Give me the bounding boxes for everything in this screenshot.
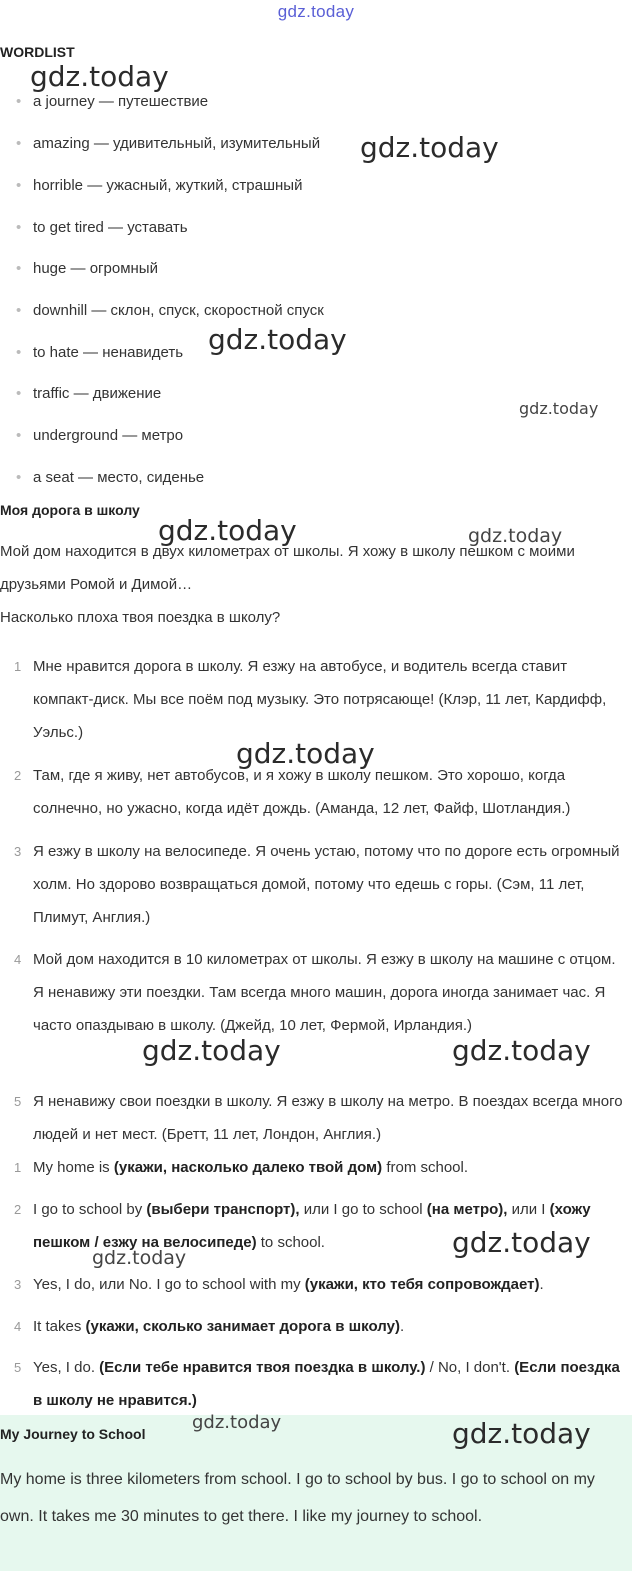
wordlist-item: • a seat — место, сиденье [18, 469, 204, 486]
translation-item: Мой дом находится в 10 километрах от школы. Я езжу в школу на машине с отцом. Я ненавижу эти поездки. Там всегда много машин, дорога иногда занимает час. Я часто опаздываю в школу. (Джейд, 10 лет, Фермой, Ирландия.) [33, 951, 616, 1034]
watermark: gdz.today [208, 323, 347, 356]
wordlist-item: • downhill — склон, спуск, скоростной спуск [18, 302, 324, 319]
translation-question: Насколько плоха твоя поездка в школу? [0, 609, 281, 626]
wordlist-item: • to get tired — уставать [18, 219, 188, 236]
wordlist-item: • to hate — ненавидеть [18, 344, 183, 361]
translation-intro: Мой дом находится в двух километрах от школы. Я хожу в школу пешком с моими друзьями Ромой и Димой… [0, 543, 575, 593]
translation-heading: Моя дорога в школу [0, 502, 140, 518]
watermark: gdz.today [452, 1034, 591, 1067]
wordlist-item: • huge — огромный [18, 260, 158, 277]
wordlist-item: • traffic — движение [18, 385, 161, 402]
wordlist-item: • a journey — путешествие [18, 93, 208, 110]
watermark: gdz.today [92, 1247, 187, 1269]
list-number: 5 [14, 1360, 22, 1375]
site-logo[interactable]: gdz.today [277, 2, 355, 21]
watermark: gdz.today [30, 60, 169, 93]
list-number: 1 [14, 1160, 22, 1175]
list-number: 3 [14, 844, 22, 859]
list-number: 5 [14, 1094, 22, 1109]
watermark: gdz.today [158, 514, 297, 547]
wordlist-item: • amazing — удивительный, изумительный [18, 135, 320, 152]
list-number: 1 [14, 659, 22, 674]
translation-item: Я езжу в школу на велосипеде. Я очень устаю, потому что по дороге есть огромный холм. Но здорово возвращаться домой, потому что едешь с горы. (Сэм, 11 лет, Плимут, Англия.) [33, 843, 620, 926]
translation-item: Я ненавижу свои поездки в школу. Я езжу в школу на метро. В поездах всегда много людей и нет мест. (Бретт, 11 лет, Лондон, Англия.) [33, 1093, 623, 1143]
plan-item: I go to school by (выбери транспорт), или I go to school (на метро), или I (хожу пешком / езжу на велосипеде) to school. [33, 1201, 591, 1251]
list-number: 2 [14, 1202, 22, 1217]
list-number: 3 [14, 1277, 22, 1292]
plan-item: Yes, I do, или No. I go to school with my (укажи, кто тебя сопровождает). [33, 1276, 544, 1293]
watermark: gdz.today [452, 1417, 591, 1450]
watermark: gdz.today [192, 1412, 282, 1433]
answer-heading: My Journey to School [0, 1426, 146, 1442]
wordlist-item: • underground — метро [18, 427, 183, 444]
watermark: gdz.today [452, 1226, 591, 1259]
watermark: gdz.today [142, 1034, 281, 1067]
translation-item: Мне нравится дорога в школу. Я езжу на автобусе, и водитель всегда ставит компакт-диск. Мы все поём под музыку. Это потрясающе! (Клэр, 11 лет, Кардифф, Уэльс.) [33, 658, 607, 741]
wordlist-item: • horrible — ужасный, жуткий, страшный [18, 177, 302, 194]
translation-item: Там, где я живу, нет автобусов, и я хожу в школу пешком. Это хорошо, когда солнечно, но ужасно, когда идёт дождь. (Аманда, 12 лет, Файф, Шотландия.) [33, 767, 571, 817]
plan-item: Yes, I do. (Если тебе нравится твоя поездка в школу.) / No, I don't. (Если поездка в школу не нравится.) [33, 1359, 620, 1409]
watermark: gdz.today [468, 525, 563, 547]
watermark: gdz.today [519, 399, 599, 418]
list-number: 2 [14, 768, 22, 783]
watermark: gdz.today [360, 131, 499, 164]
plan-item: It takes (укажи, сколько занимает дорога в школу). [33, 1318, 405, 1335]
answer-text: My home is three kilometers from school. I go to school by bus. I go to school on my own. It takes me 30 minutes to get there. I like my journey to school. [0, 1471, 595, 1525]
list-number: 4 [14, 952, 22, 967]
list-number: 4 [14, 1319, 22, 1334]
plan-item: My home is (укажи, насколько далеко твой дом) from school. [33, 1159, 469, 1176]
wordlist-heading: WORDLIST [0, 44, 75, 60]
watermark: gdz.today [236, 737, 375, 770]
